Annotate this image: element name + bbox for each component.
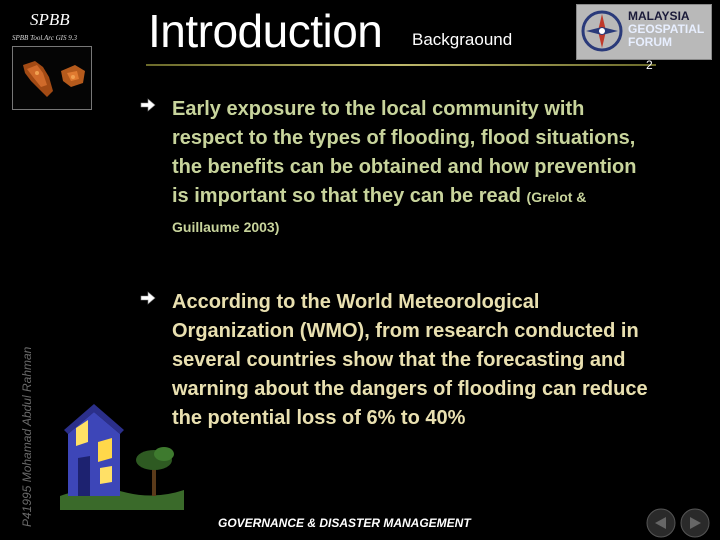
partner-logo-line3: FORUM: [628, 35, 672, 49]
slide-subtitle: Backgraound: [412, 30, 513, 49]
arrow-left-icon[interactable]: [646, 508, 676, 538]
compass-emblem-icon: [580, 8, 624, 54]
header-divider: [146, 64, 656, 66]
bullet-1-citation: (Grelot & Guillaume 2003): [172, 189, 587, 235]
house-illustration: [54, 396, 186, 510]
footer-label: GOVERNANCE & DISASTER MANAGEMENT: [218, 516, 471, 530]
spbb-logo-subtitle: SPBB Tool.Arc GIS 9.3: [12, 34, 78, 42]
partner-logo-line2: GEOSPATIAL: [628, 22, 705, 36]
spbb-logo: [8, 8, 128, 104]
spbb-logo-text: SPBB: [30, 10, 70, 29]
bullet-1-text: Early exposure to the local community with respect to the types of flooding, flood situations, the benefits can be obtained and how prevention is important so that they can be read: [172, 98, 637, 207]
bullet-point-2: According to the World Meteorological Organization (WMO), from research conducted in several countries show that the forecasting and warning about the dangers of flooding can reduce the potential loss of 6% to 40%: [172, 291, 648, 429]
bullet-point-1: [172, 95, 642, 242]
malaysia-geospatial-forum-logo: [576, 4, 712, 58]
arrow-bullet-icon: [140, 98, 156, 112]
partner-logo-text: [628, 10, 704, 49]
arrow-bullet-icon: [140, 291, 156, 305]
partner-logo-line1: MALAYSIA: [628, 9, 690, 23]
arrow-right-icon[interactable]: [680, 508, 710, 538]
author-credit: P41995 Mohamad Abdul Rahman: [20, 346, 34, 527]
slide-number: 2: [646, 58, 653, 72]
malaysia-map-image: [12, 46, 92, 110]
slide-title: Introduction: [148, 5, 383, 57]
